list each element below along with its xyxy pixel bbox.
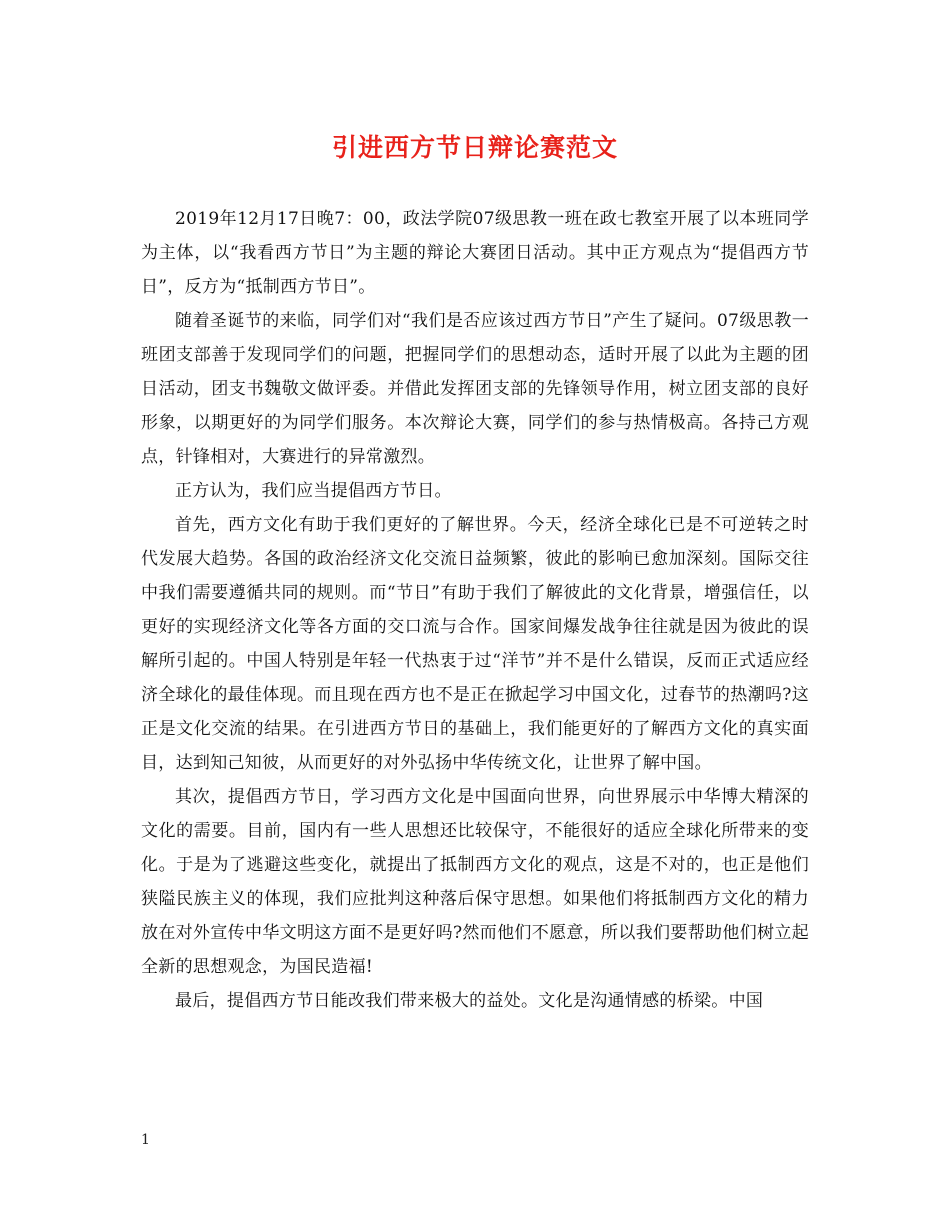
paragraph-first-point: 首先，西方文化有助于我们更好的了解世界。今天，经济全球化已是不可逆转之时代发展大趋势。各国的政治经济文化交流日益频繁，彼此的影响已愈加深刻。国际交往中我们需要遵循共同的规则。而“节日”有助于我们了解彼此的文化背景，增强信任，以更好的实现经济文化等各方面的交口流与合作。国家间爆发战争往往就是因为彼此的误解所引起的。中国人特别是年轻一代热衷于过“洋节”并不是什么错误，反而正式适应经济全球化的最佳体现。而且现在西方也不是正在掀起学习中国文化，过春节的热潮吗?这正是文化交流的结果。在引进西方节日的基础上，我们能更好的了解西方文化的真实面目，达到知己知彼，从而更好的对外弘扬中华传统文化，让世界了解中国。 bbox=[141, 515, 809, 773]
page-number: 1 bbox=[141, 1132, 150, 1148]
paragraph-position: 正方认为，我们应当提倡西方节日。 bbox=[175, 481, 452, 501]
paragraph-second-point: 其次，提倡西方节日，学习西方文化是中国面向世界，向世界展示中华博大精深的文化的需要。目前，国内有一些人思想还比较保守，不能很好的适应全球化所带来的变化。于是为了逃避这些变化，就提出了抵制西方文化的观点，这是不对的，也正是他们狭隘民族主义的体现，我们应批判这种落后保守思想。如果他们将抵制西方文化的精力放在对外宣传中华文明这方面不是更好吗?然而他们不愿意，所以我们要帮助他们树立起全新的思想观念，为国民造福! bbox=[141, 787, 809, 977]
document-title: 引进西方节日辩论赛范文 bbox=[331, 133, 618, 162]
paragraph-background: 随着圣诞节的来临，同学们对“我们是否应该过西方节日”产生了疑问。07级思教一班团支部善于发现同学们的问题，把握同学们的思想动态，适时开展了以此为主题的团日活动，团支书魏敬文做评委。并借此发挥团支部的先锋领导作用，树立团支部的良好形象，以期更好的为同学们服务。本次辩论大赛，同学们的参与热情极高。各持己方观点，针锋相对，大赛进行的异常激烈。 bbox=[141, 311, 809, 467]
paragraph-intro: 2019年12月17日晚7：00，政法学院07级思教一班在政七教室开展了以本班同学为主体，以“我看西方节日”为主题的辩论大赛团日活动。其中正方观点为“提倡西方节日”，反方为“抵制西方节日”。 bbox=[141, 209, 809, 297]
paragraph-last-point: 最后，提倡西方节日能改我们带来极大的益处。文化是沟通情感的桥梁。中国 bbox=[175, 991, 764, 1011]
document-body bbox=[141, 202, 809, 1018]
